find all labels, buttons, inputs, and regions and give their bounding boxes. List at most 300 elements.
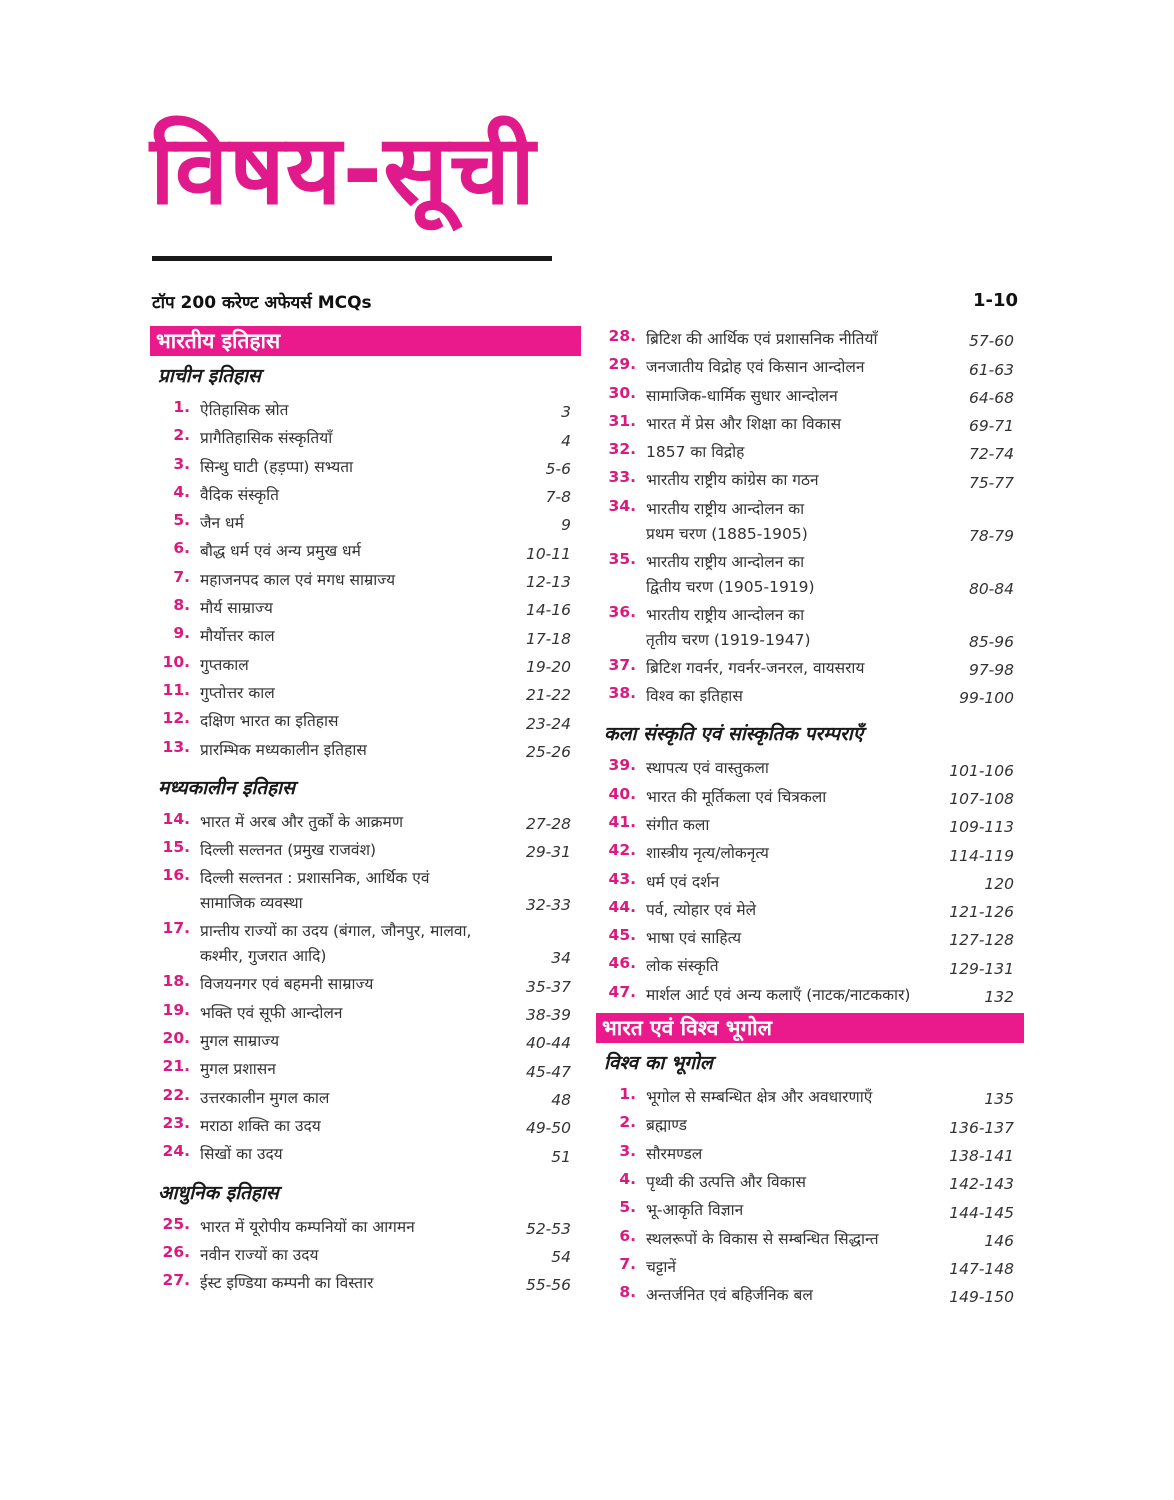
toc-entry-title	[646, 384, 964, 409]
toc-entry-title	[200, 1114, 521, 1139]
toc-entry-title	[200, 426, 521, 451]
toc-entry[interactable]	[596, 981, 1024, 1009]
toc-entry-pages: 80-84	[968, 579, 1014, 598]
toc-entry[interactable]	[150, 481, 581, 509]
toc-entry-number: 21.	[162, 1057, 190, 1076]
toc-entry-title-line: भारत में अरब और तुर्कों के आक्रमण	[200, 812, 404, 831]
toc-entry-pages: 85-96	[968, 632, 1014, 651]
toc-entry[interactable]	[150, 1084, 581, 1112]
toc-entry[interactable]	[150, 396, 581, 424]
toc-entry[interactable]	[150, 594, 581, 622]
toc-entry-number: 4.	[173, 482, 190, 501]
toc-entry-title-line: मार्शल आर्ट एवं अन्य कलाएँ (नाटक/नाटककार)	[646, 985, 911, 1004]
toc-entry-number: 36.	[608, 602, 636, 621]
toc-entry-title-line: भू-आकृति विज्ञान	[646, 1201, 744, 1220]
toc-entry-title	[200, 539, 521, 564]
toc-entry[interactable]	[596, 754, 1024, 782]
toc-entry-title-line: पृथ्वी की उत्पत्ति और विकास	[646, 1172, 807, 1191]
toc-entry-pages: 29-31	[525, 843, 571, 862]
toc-entry-title-line: भारत में प्रेस और शिक्षा का विकास	[646, 414, 842, 433]
toc-entry-number: 24.	[162, 1142, 190, 1161]
toc-entry[interactable]	[150, 808, 581, 836]
toc-entry[interactable]	[596, 682, 1024, 710]
toc-entry[interactable]	[596, 1083, 1024, 1111]
subsection-title: मध्यकालीन इतिहास	[158, 776, 295, 799]
toc-entry-title: टॉप 200 करेण्ट अफेयर्स MCQs	[152, 293, 372, 313]
toc-entry-number: 2.	[173, 426, 190, 445]
section-header-geography: भारत एवं विश्व भूगोल	[596, 1013, 1024, 1043]
toc-entry-pages: 144-145	[949, 1203, 1014, 1222]
toc-entry-title	[646, 898, 964, 923]
toc-entry-title-line: ब्रिटिश गवर्नर, गवर्नर-जनरल, वायसराय	[646, 658, 865, 677]
toc-entry-number: 7.	[173, 567, 190, 586]
toc-entry[interactable]	[596, 783, 1024, 811]
toc-entry-number: 35.	[608, 549, 636, 568]
toc-entry-pages: 5-6	[545, 459, 571, 478]
toc-entry-title-line: नवीन राज्यों का उदय	[200, 1245, 319, 1264]
toc-entry-number: 31.	[608, 411, 636, 430]
toc-entry-title	[646, 327, 964, 352]
toc-entry-pages: 38-39	[525, 1006, 571, 1025]
toc-entry-pages: 12-13	[525, 573, 571, 592]
toc-entry-title-line: स्थलरूपों के विकास से सम्बन्धित सिद्धान्त	[646, 1229, 879, 1248]
toc-entry-pages: 7-8	[545, 488, 571, 507]
toc-entry-number: 25.	[162, 1214, 190, 1233]
toc-entry[interactable]	[150, 453, 581, 481]
toc-entry-number: 18.	[162, 972, 190, 991]
toc-entry-pages: 132	[984, 988, 1014, 1007]
toc-entry-number: 3.	[619, 1141, 636, 1160]
toc-entry-title-line: गुप्तोत्तर काल	[200, 683, 275, 702]
toc-entry-title	[200, 1001, 521, 1026]
toc-entry[interactable]	[596, 1253, 1024, 1281]
toc-entry-title-line: संगीत कला	[646, 815, 710, 834]
subsection	[150, 356, 581, 764]
toc-entry-pages: 21-22	[525, 686, 571, 705]
toc-entry-title	[646, 497, 964, 547]
toc-entry-title	[200, 838, 521, 863]
toc-entry-title-line: भारत की मूर्तिकला एवं चित्रकला	[646, 787, 827, 806]
toc-entry-pages: 109-113	[949, 818, 1014, 837]
toc-entry-pages: 142-143	[949, 1175, 1014, 1194]
toc-entry-title-line: भारतीय राष्ट्रीय आन्दोलन का	[646, 499, 805, 518]
toc-entry-title-line: भूगोल से सम्बन्धित क्षेत्र और अवधारणाएँ	[646, 1088, 873, 1107]
toc-entry-pages: 69-71	[968, 417, 1014, 436]
toc-entry[interactable]	[150, 537, 581, 565]
toc-entry[interactable]	[596, 1140, 1024, 1168]
toc-entry-title-line: प्रारम्भिक मध्यकालीन इतिहास	[200, 740, 367, 759]
toc-entry-title	[646, 841, 964, 866]
toc-entry-number: 47.	[608, 982, 636, 1001]
toc-entry-title	[200, 738, 521, 763]
toc-entry-number: 30.	[608, 383, 636, 402]
toc-entry-title	[200, 455, 521, 480]
toc-entry-title-line: प्रान्तीय राज्यों का उदय (बंगाल, जौनपुर, मालवा,	[200, 922, 472, 941]
toc-entry-title-line: पर्व, त्योहार एवं मेले	[646, 900, 757, 919]
toc-entry-title	[646, 412, 964, 437]
toc-entry-title-line: भारतीय राष्ट्रीय आन्दोलन का	[646, 552, 805, 571]
toc-entry-pages: 72-74	[968, 445, 1014, 464]
toc-entry-number: 32.	[608, 440, 636, 459]
toc-entry-pages: 23-24	[525, 714, 571, 733]
toc-entry-title-line: द्वितीय चरण (1905-1919)	[646, 577, 815, 596]
toc-entry-pages: 121-126	[949, 903, 1014, 922]
toc-entry-number: 2.	[619, 1113, 636, 1132]
toc-entry-number: 28.	[608, 327, 636, 345]
toc-entry-pages: 57-60	[968, 332, 1014, 351]
toc-entry[interactable]	[150, 651, 581, 679]
toc-entry-title-line: विजयनगर एवं बहमनी साम्राज्य	[200, 975, 374, 994]
geography-group	[596, 1043, 1024, 1309]
toc-entry-title-line: भक्ति एवं सूफी आन्दोलन	[200, 1003, 343, 1022]
toc-entry[interactable]	[596, 1168, 1024, 1196]
toc-entry[interactable]	[596, 548, 1024, 601]
toc-entry-title-line: स्थापत्य एवं वास्तुकला	[646, 759, 769, 778]
toc-entry-pages: 19-20	[525, 657, 571, 676]
toc-entry[interactable]	[596, 924, 1024, 952]
toc-entry-current-affairs[interactable]	[152, 290, 1018, 316]
toc-entry-pages: 9	[561, 516, 571, 535]
toc-entry[interactable]	[150, 707, 581, 735]
toc-entry-pages: 45-47	[525, 1062, 571, 1081]
toc-entry-pages: 49-50	[525, 1119, 571, 1138]
toc-entry-title-line: शास्त्रीय नृत्य/लोकनृत्य	[646, 844, 769, 863]
toc-entry-pages: 64-68	[968, 388, 1014, 407]
toc-entry[interactable]	[150, 566, 581, 594]
toc-entry-title	[200, 919, 521, 969]
toc-entry-number: 46.	[608, 954, 636, 973]
toc-entry-title	[646, 1227, 964, 1252]
toc-entry-title	[646, 1113, 964, 1138]
toc-entry-title-line: 1857 का विद्रोह	[646, 443, 745, 462]
toc-entry-pages: 40-44	[525, 1034, 571, 1053]
toc-entry-number: 8.	[173, 596, 190, 615]
toc-entry[interactable]	[150, 999, 581, 1027]
toc-entry-title-line: अन्तर्जनित एवं बहिर्जनिक बल	[646, 1286, 813, 1305]
toc-entry-number: 12.	[162, 709, 190, 728]
toc-entry-title-line: धर्म एवं दर्शन	[646, 872, 720, 891]
toc-entry-pages: 1-10	[972, 290, 1018, 311]
toc-entry[interactable]	[596, 601, 1024, 654]
toc-entry[interactable]	[596, 1225, 1024, 1253]
toc-entry-title-line: दक्षिण भारत का इतिहास	[200, 712, 339, 731]
toc-entry-title-line: भारतीय राष्ट्रीय कांग्रेस का गठन	[646, 471, 819, 490]
toc-entry-pages: 97-98	[968, 661, 1014, 680]
toc-entry-pages: 32-33	[525, 896, 571, 915]
toc-entry-title	[200, 972, 521, 997]
toc-entry-number: 44.	[608, 897, 636, 916]
subsection-title: प्राचीन इतिहास	[158, 365, 261, 387]
toc-entry[interactable]	[596, 495, 1024, 548]
toc-entry[interactable]	[150, 1140, 581, 1168]
toc-entry-pages: 25-26	[525, 742, 571, 761]
toc-entry-number: 38.	[608, 684, 636, 703]
toc-entry-title	[200, 681, 521, 706]
toc-entry-title	[200, 866, 521, 916]
toc-entry-title	[646, 1085, 964, 1110]
toc-entry-pages: 138-141	[949, 1146, 1014, 1165]
toc-entry-title	[200, 596, 521, 621]
toc-entry-title	[200, 1142, 521, 1167]
toc-entry-pages: 146	[984, 1231, 1014, 1250]
toc-entry[interactable]	[596, 325, 1024, 353]
toc-entry-number: 29.	[608, 355, 636, 374]
subsection-title: आधुनिक इतिहास	[158, 1181, 279, 1204]
toc-entry-title-line: महाजनपद काल एवं मगध साम्राज्य	[200, 570, 396, 589]
toc-entry-number: 9.	[173, 624, 190, 643]
toc-right-column	[596, 326, 1024, 1309]
toc-entry-title-line: तृतीय चरण (1919-1947)	[646, 630, 811, 649]
toc-entry-pages: 48	[551, 1090, 571, 1109]
toc-entry-pages: 127-128	[949, 931, 1014, 950]
toc-entry-title	[646, 870, 964, 895]
toc-entry-pages: 10-11	[525, 544, 571, 563]
toc-entry-pages: 34	[551, 949, 571, 968]
toc-entry-title	[646, 440, 964, 465]
toc-entry-number: 20.	[162, 1029, 190, 1048]
toc-entry-number: 17.	[162, 919, 190, 938]
toc-entry-title-line: जनजातीय विद्रोह एवं किसान आन्दोलन	[646, 358, 865, 377]
toc-entry[interactable]	[150, 1112, 581, 1140]
toc-entry-title	[646, 1142, 964, 1167]
toc-entry-number: 37.	[608, 655, 636, 674]
toc-entry-number: 33.	[608, 468, 636, 487]
toc-entry-title-line: सामाजिक-धार्मिक सुधार आन्दोलन	[646, 386, 838, 405]
toc-entry-number: 43.	[608, 869, 636, 888]
toc-entry-pages: 27-28	[525, 815, 571, 834]
toc-entry[interactable]	[150, 679, 581, 707]
toc-entry[interactable]	[150, 1055, 581, 1083]
toc-entry-title-line: कश्मीर, गुजरात आदि)	[200, 947, 327, 966]
toc-entry-number: 45.	[608, 926, 636, 945]
toc-entry-title-line: प्रागैतिहासिक संस्कृतियाँ	[200, 429, 333, 448]
toc-entry[interactable]	[596, 1281, 1024, 1309]
toc-entry-pages: 51	[551, 1147, 571, 1166]
toc-entry-title	[646, 550, 964, 600]
toc-entry-title-line: चट्टानें	[646, 1257, 677, 1276]
toc-entry-title	[200, 810, 521, 835]
toc-entry-title	[646, 1170, 964, 1195]
toc-entry-title-line: बौद्ध धर्म एवं अन्य प्रमुख धर्म	[200, 542, 361, 561]
toc-entry-number: 5.	[619, 1198, 636, 1217]
toc-entry-title-line: मराठा शक्ति का उदय	[200, 1116, 321, 1135]
toc-entry[interactable]	[596, 952, 1024, 980]
toc-entry-title-line: लोक संस्कृति	[646, 957, 719, 976]
section-header-indian-history: भारतीय इतिहास	[150, 326, 581, 356]
toc-entry-pages: 135	[984, 1090, 1014, 1109]
toc-entry-title-line: मुगल प्रशासन	[200, 1060, 276, 1079]
toc-entry-pages: 75-77	[968, 473, 1014, 492]
toc-entry[interactable]	[596, 410, 1024, 438]
toc-entry-pages: 4	[561, 431, 571, 450]
toc-entry-title	[646, 603, 964, 653]
toc-entry-number: 5.	[173, 511, 190, 530]
toc-entry-title	[646, 468, 964, 493]
toc-entry-number: 3.	[173, 454, 190, 473]
toc-entry-title-line: मौर्य साम्राज्य	[200, 599, 273, 618]
toc-entry-number: 8.	[619, 1283, 636, 1302]
toc-entry-title	[646, 684, 964, 709]
toc-entry-number: 11.	[162, 680, 190, 699]
toc-entry-pages: 55-56	[525, 1276, 571, 1295]
toc-entry-number: 22.	[162, 1085, 190, 1104]
toc-entry-pages: 129-131	[949, 959, 1014, 978]
toc-entry-title-line: ऐतिहासिक स्रोत	[200, 401, 289, 419]
toc-entry-title-line: सौरमण्डल	[646, 1144, 703, 1163]
toc-entry-title-line: भारत में यूरोपीय कम्पनियों का आगमन	[200, 1217, 415, 1236]
toc-entry-title	[200, 398, 521, 423]
toc-entry-title-line: मौर्योत्तर काल	[200, 627, 275, 646]
toc-entry[interactable]	[596, 353, 1024, 381]
toc-entry[interactable]	[596, 1111, 1024, 1139]
toc-entry-title	[200, 709, 521, 734]
toc-entry[interactable]	[150, 509, 581, 537]
toc-entry-title	[646, 1283, 964, 1308]
toc-entry-number: 4.	[619, 1169, 636, 1188]
toc-entry[interactable]	[596, 466, 1024, 494]
toc-entry-title-line: दिल्ली सल्तनत : प्रशासनिक, आर्थिक एवं	[200, 869, 430, 888]
toc-entry-title	[646, 1255, 964, 1280]
toc-entry[interactable]	[150, 622, 581, 650]
toc-entry[interactable]	[596, 868, 1024, 896]
toc-entry-title	[200, 483, 521, 508]
toc-entry-title-line: गुप्तकाल	[200, 655, 249, 674]
subsection	[150, 768, 581, 1169]
toc-entry-number: 23.	[162, 1113, 190, 1132]
toc-entry-number: 19.	[162, 1000, 190, 1019]
toc-entry-number: 26.	[162, 1242, 190, 1261]
toc-entry-pages: 149-150	[949, 1288, 1014, 1307]
toc-entry-title-line: भारतीय राष्ट्रीय आन्दोलन का	[646, 605, 805, 624]
toc-entry-title	[646, 756, 964, 781]
toc-entry-number: 1.	[173, 398, 190, 416]
toc-entry-pages: 114-119	[949, 846, 1014, 865]
toc-entry[interactable]	[150, 1269, 581, 1297]
toc-entry-pages: 101-106	[949, 761, 1014, 780]
toc-entry-pages: 3	[561, 403, 571, 422]
toc-entry-title-line: वैदिक संस्कृति	[200, 485, 279, 504]
toc-entry[interactable]	[150, 864, 581, 917]
toc-entry-title-line: प्रथम चरण (1885-1905)	[646, 524, 808, 543]
toc-entry-number: 15.	[162, 838, 190, 857]
toc-entry-title	[200, 1243, 521, 1268]
toc-entry[interactable]	[150, 1241, 581, 1269]
toc-entry-title-line: ईस्ट इण्डिया कम्पनी का विस्तार	[200, 1274, 374, 1293]
toc-entry[interactable]	[596, 839, 1024, 867]
toc-entry[interactable]	[596, 1196, 1024, 1224]
subsection-title: विश्व का भूगोल	[604, 1052, 713, 1075]
toc-entry-title-line: दिल्ली सल्तनत (प्रमुख राजवंश)	[200, 841, 377, 860]
toc-entry-title	[646, 813, 964, 838]
toc-entry-title-line: जैन धर्म	[200, 514, 244, 533]
toc-entry-pages: 17-18	[525, 629, 571, 648]
toc-entry[interactable]	[150, 424, 581, 452]
toc-entry-pages: 147-148	[949, 1260, 1014, 1279]
toc-entry-number: 1.	[619, 1085, 636, 1104]
toc-entry[interactable]	[150, 1027, 581, 1055]
toc-entry[interactable]	[150, 970, 581, 998]
page-title: विषय-सूची	[150, 114, 536, 226]
toc-entry[interactable]	[596, 438, 1024, 466]
title-underline	[152, 256, 552, 261]
toc-entry-number: 13.	[162, 737, 190, 756]
toc-entry-title	[646, 954, 964, 979]
left-groups	[150, 356, 581, 1297]
toc-entry[interactable]	[596, 654, 1024, 682]
toc-entry-title	[646, 785, 964, 810]
toc-entry-number: 41.	[608, 812, 636, 831]
toc-entry-title-line: विश्व का इतिहास	[646, 687, 743, 706]
toc-entry[interactable]	[150, 736, 581, 764]
toc-entry-pages: 52-53	[525, 1219, 571, 1238]
toc-entry-pages: 14-16	[525, 601, 571, 620]
toc-entry-title	[200, 1271, 521, 1296]
toc-entry-number: 42.	[608, 841, 636, 860]
toc-entry-number: 6.	[173, 539, 190, 558]
toc-entry-title	[646, 983, 964, 1008]
toc-entry[interactable]	[596, 382, 1024, 410]
toc-entry-pages: 35-37	[525, 977, 571, 996]
toc-entry-number: 6.	[619, 1226, 636, 1245]
toc-entry-title	[646, 656, 964, 681]
toc-entry-title-line: ब्रिटिश की आर्थिक एवं प्रशासनिक नीतियाँ	[646, 330, 878, 348]
toc-entry-title	[200, 511, 521, 536]
subsection	[150, 1173, 581, 1298]
toc-entry-title	[200, 1215, 521, 1240]
subsection-title: कला संस्कृति एवं सांस्कृतिक परम्पराएँ	[604, 723, 864, 746]
toc-entry[interactable]	[596, 896, 1024, 924]
toc-entry[interactable]	[596, 811, 1024, 839]
toc-entry-title-line: मुगल साम्राज्य	[200, 1032, 280, 1051]
toc-entry-number: 16.	[162, 866, 190, 885]
toc-entry-number: 27.	[162, 1271, 190, 1290]
toc-entry-number: 7.	[619, 1254, 636, 1273]
toc-entry-number: 34.	[608, 496, 636, 515]
toc-entry-title	[200, 653, 521, 678]
toc-entry-title	[646, 355, 964, 380]
culture-group	[596, 714, 1024, 1009]
toc-entry-pages: 99-100	[959, 689, 1014, 708]
toc-entry-title	[200, 624, 521, 649]
toc-entry-pages: 120	[984, 874, 1014, 893]
toc-entry-title-line: उत्तरकालीन मुगल काल	[200, 1088, 330, 1107]
toc-entry-pages: 54	[551, 1248, 571, 1267]
toc-entry-pages: 61-63	[968, 360, 1014, 379]
toc-entry-number: 10.	[162, 652, 190, 671]
toc-entry-title-line: सामाजिक व्यवस्था	[200, 894, 303, 913]
toc-entry-pages: 78-79	[968, 526, 1014, 545]
toc-entry-title	[646, 1198, 964, 1223]
toc-entry-title-line: भाषा एवं साहित्य	[646, 929, 742, 948]
toc-entry-title	[200, 1057, 521, 1082]
toc-entry-title-line: सिन्धु घाटी (हड़प्पा) सभ्यता	[200, 457, 354, 476]
toc-entry[interactable]	[150, 1213, 581, 1241]
toc-entry-pages: 107-108	[949, 789, 1014, 808]
continued-entries	[596, 325, 1024, 710]
toc-entry-pages: 136-137	[949, 1118, 1014, 1137]
toc-entry[interactable]	[150, 836, 581, 864]
toc-entry-title	[646, 926, 964, 951]
toc-entry[interactable]	[150, 917, 581, 970]
toc-entry-title	[200, 1086, 521, 1111]
toc-entry-title-line: सिखों का उदय	[200, 1145, 283, 1164]
toc-entry-number: 39.	[608, 756, 636, 775]
toc-entry-title-line: ब्रह्माण्ड	[646, 1116, 687, 1135]
toc-entry-number: 40.	[608, 784, 636, 803]
toc-entry-title	[200, 1029, 521, 1054]
toc-left-column	[150, 326, 581, 1297]
toc-entry-number: 14.	[162, 809, 190, 828]
